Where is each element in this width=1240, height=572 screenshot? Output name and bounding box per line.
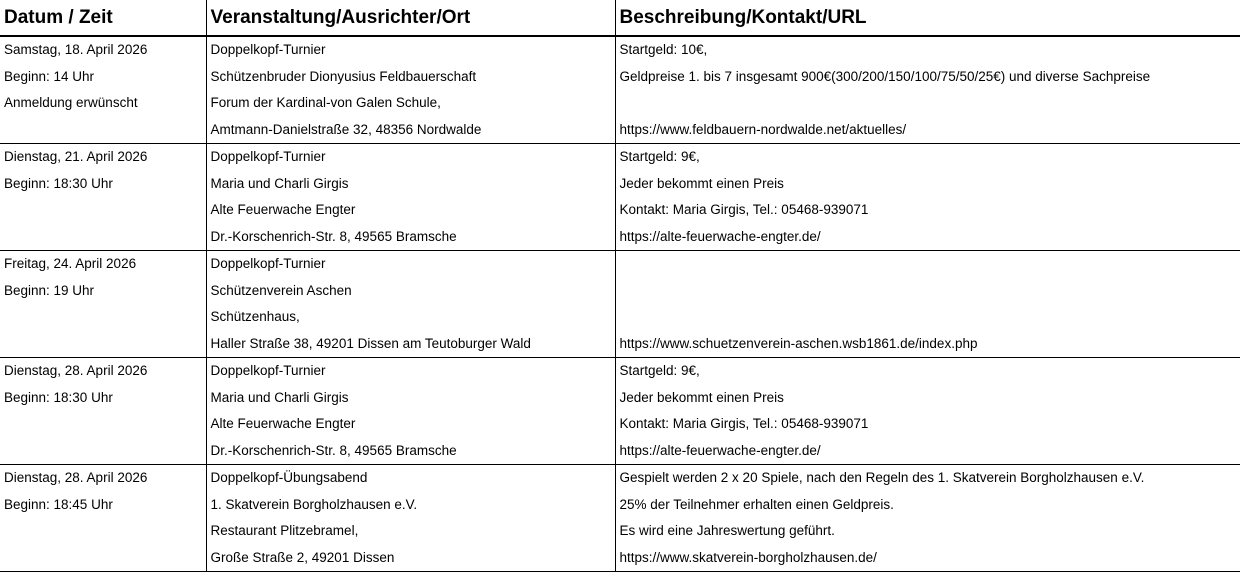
event-organizer: Maria und Charli Girgis [207,385,615,412]
event-venue: Restaurant Plitzebramel, [207,518,615,545]
date-note-line [0,518,206,545]
date-note-line [0,304,206,331]
description-line: Es wird eine Jahreswertung geführt. [616,518,1240,545]
header-event-organizer-location: Veranstaltung/Ausrichter/Ort [206,0,615,36]
event-organizer: Schützenbruder Dionyusius Feldbauerschaft [207,64,615,91]
date-line: Samstag, 18. April 2026 [0,37,206,64]
time-line: Beginn: 18:45 Uhr [0,492,206,519]
event-address: Haller Straße 38, 49201 Dissen am Teutoburger Wald [207,331,615,358]
date-empty-line [0,545,206,572]
table-row [0,358,1240,465]
date-empty-line [0,438,206,465]
description-cell [615,465,1240,572]
event-address: Dr.-Korschenrich-Str. 8, 49565 Bramsche [207,438,615,465]
date-cell [0,358,206,465]
table-row [0,36,1240,144]
event-address: Große Straße 2, 49201 Dissen [207,545,615,572]
description-line [616,251,1240,278]
description-cell [615,36,1240,144]
event-title: Doppelkopf-Turnier [207,37,615,64]
date-note-line [0,411,206,438]
description-line [616,278,1240,305]
description-line: Jeder bekommt einen Preis [616,385,1240,412]
date-note-line [0,197,206,224]
event-url: https://alte-feuerwache-engter.de/ [616,438,1240,465]
date-line: Freitag, 24. April 2026 [0,251,206,278]
header-date-time: Datum / Zeit [0,0,206,36]
description-cell [615,251,1240,358]
description-cell [615,144,1240,251]
description-line: Gespielt werden 2 x 20 Spiele, nach den Regeln des 1. Skatverein Borgholzhausen e.V. [616,465,1240,492]
date-line: Dienstag, 28. April 2026 [0,358,206,385]
date-note-line: Anmeldung erwünscht [0,90,206,117]
event-cell [206,144,615,251]
header-row [0,0,1240,36]
description-cell [615,358,1240,465]
event-title: Doppelkopf-Turnier [207,144,615,171]
date-cell [0,36,206,144]
description-line [616,90,1240,117]
time-line: Beginn: 18:30 Uhr [0,385,206,412]
event-url: https://www.feldbauern-nordwalde.net/aktuelles/ [616,117,1240,144]
event-cell [206,465,615,572]
description-line: Geldpreise 1. bis 7 insgesamt 900€(300/200/150/100/75/50/25€) und diverse Sachpreise [616,64,1240,91]
event-cell [206,251,615,358]
event-cell [206,358,615,465]
date-line: Dienstag, 21. April 2026 [0,144,206,171]
time-line: Beginn: 14 Uhr [0,64,206,91]
table-row [0,465,1240,572]
time-line: Beginn: 18:30 Uhr [0,171,206,198]
event-url: https://www.schuetzenverein-aschen.wsb1861.de/index.php [616,331,1240,358]
date-cell [0,144,206,251]
date-empty-line [0,224,206,251]
event-address: Amtmann-Danielstraße 32, 48356 Nordwalde [207,117,615,144]
date-line: Dienstag, 28. April 2026 [0,465,206,492]
event-venue: Forum der Kardinal-von Galen Schule, [207,90,615,117]
date-empty-line [0,117,206,144]
event-organizer: 1. Skatverein Borgholzhausen e.V. [207,492,615,519]
description-line [616,304,1240,331]
description-line: Startgeld: 9€, [616,144,1240,171]
description-line: 25% der Teilnehmer erhalten einen Geldpreis. [616,492,1240,519]
event-title: Doppelkopf-Turnier [207,251,615,278]
contact-line: Kontakt: Maria Girgis, Tel.: 05468-939071 [616,411,1240,438]
description-line: Startgeld: 10€, [616,37,1240,64]
event-venue: Alte Feuerwache Engter [207,411,615,438]
description-line: Startgeld: 9€, [616,358,1240,385]
event-venue: Alte Feuerwache Engter [207,197,615,224]
event-cell [206,36,615,144]
description-line: Jeder bekommt einen Preis [616,171,1240,198]
table-row [0,251,1240,358]
event-url: https://alte-feuerwache-engter.de/ [616,224,1240,251]
event-title: Doppelkopf-Turnier [207,358,615,385]
date-cell [0,251,206,358]
event-organizer: Schützenverein Aschen [207,278,615,305]
date-empty-line [0,331,206,358]
date-cell [0,465,206,572]
event-venue: Schützenhaus, [207,304,615,331]
contact-line: Kontakt: Maria Girgis, Tel.: 05468-939071 [616,197,1240,224]
event-url: https://www.skatverein-borgholzhausen.de/ [616,545,1240,572]
table-row [0,144,1240,251]
event-title: Doppelkopf-Übungsabend [207,465,615,492]
event-organizer: Maria und Charli Girgis [207,171,615,198]
event-address: Dr.-Korschenrich-Str. 8, 49565 Bramsche [207,224,615,251]
header-description-contact-url: Beschreibung/Kontakt/URL [615,0,1240,36]
time-line: Beginn: 19 Uhr [0,278,206,305]
